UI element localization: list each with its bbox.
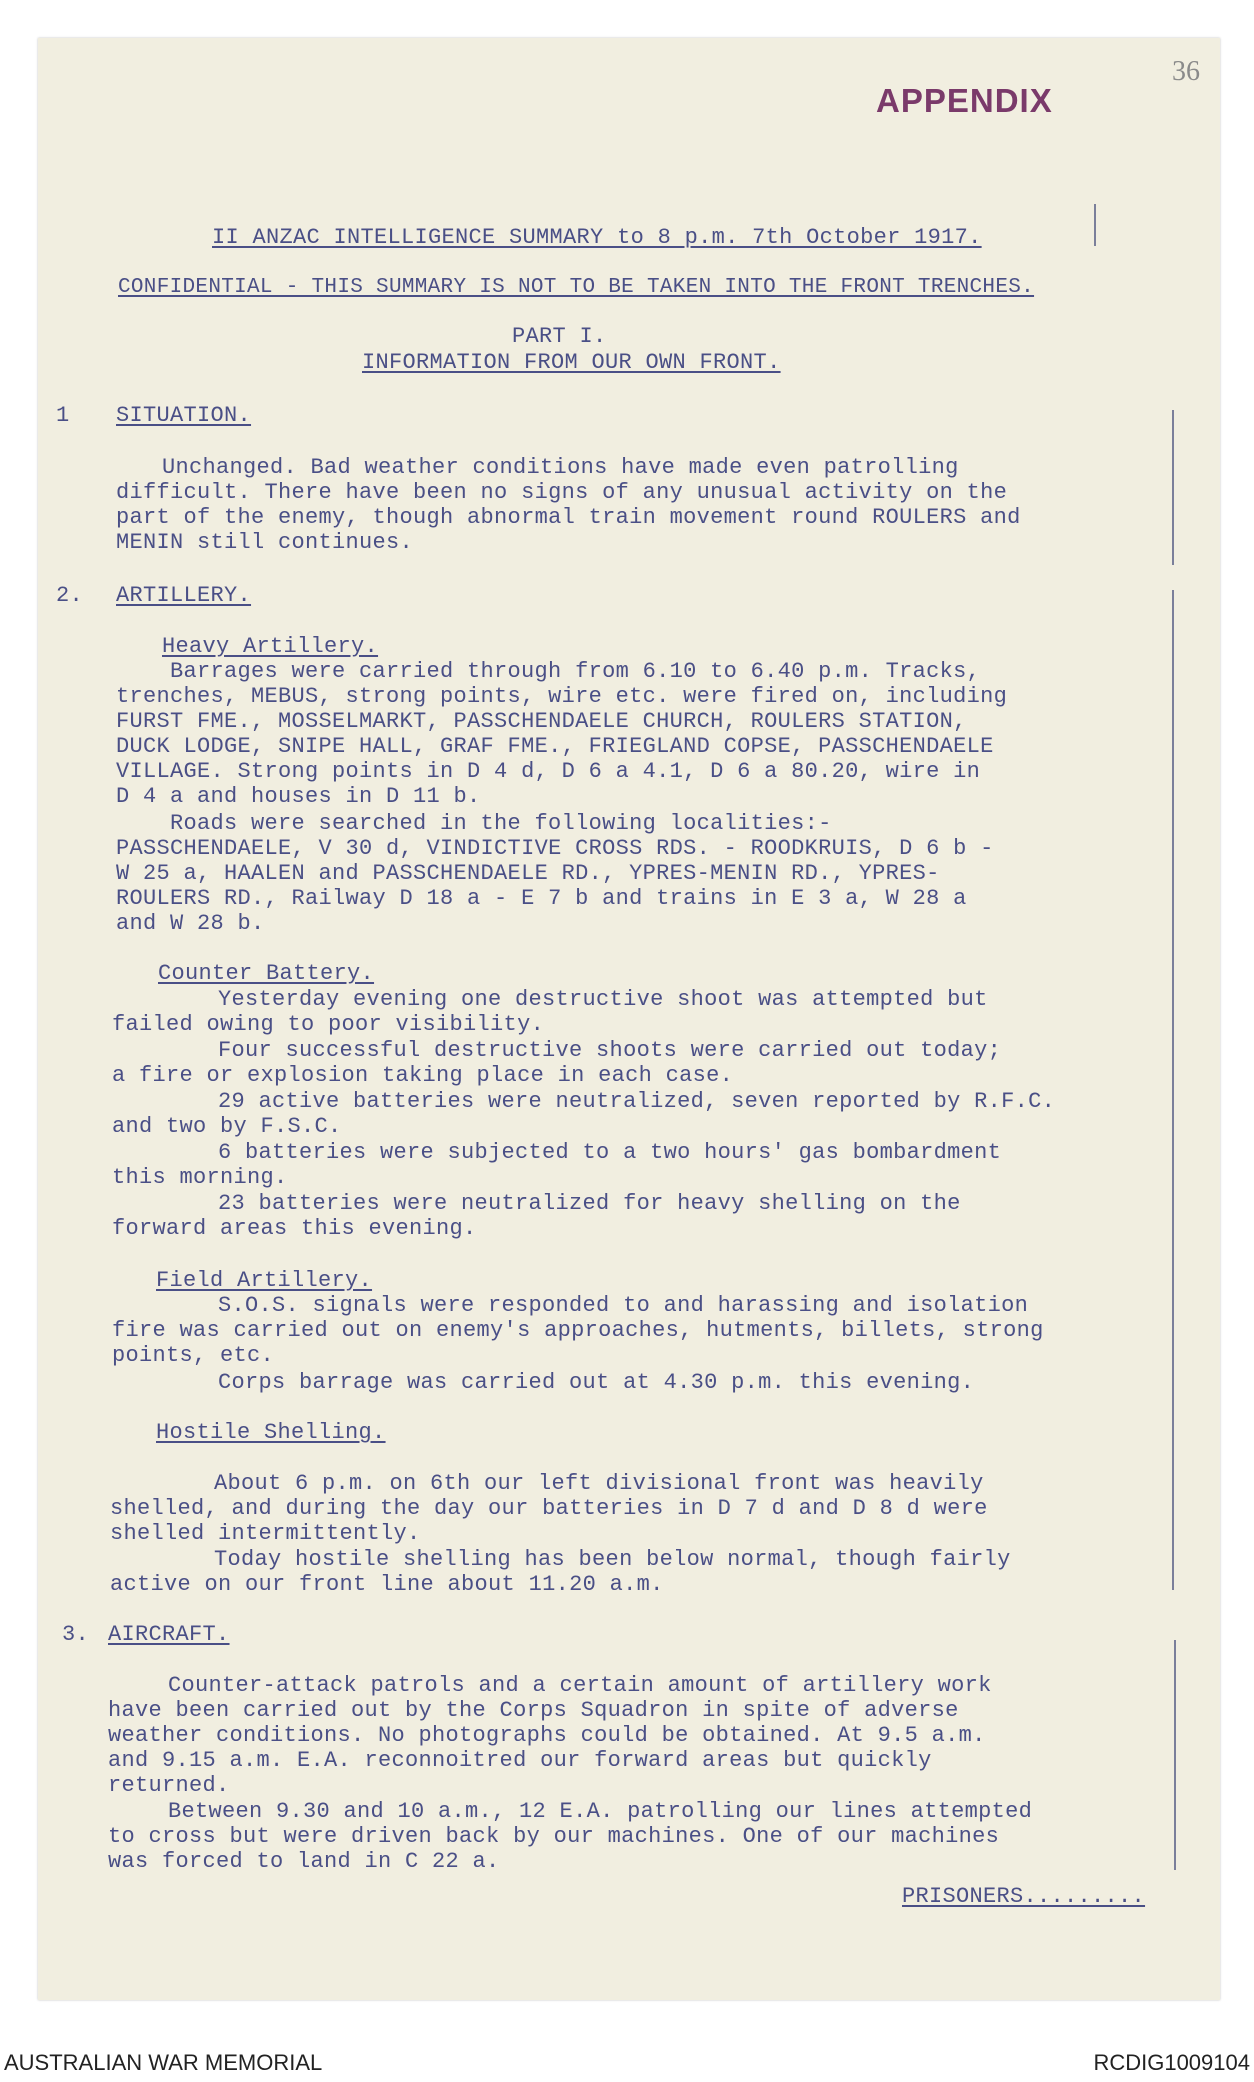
counter-line-6: and two by F.S.C. — [112, 1114, 342, 1139]
hostile-line-3: shelled intermittently. — [110, 1521, 421, 1546]
part-heading: INFORMATION FROM OUR OWN FRONT. — [362, 350, 781, 375]
field-artillery-heading: Field Artillery. — [156, 1268, 373, 1293]
counter-line-8: this morning. — [112, 1165, 288, 1190]
summary-title: II ANZAC INTELLIGENCE SUMMARY to 8 p.m. 7th October 1917. — [212, 225, 982, 250]
heavy-line-10: ROULERS RD., Railway D 18 a - E 7 b and trains in E 3 a, W 28 a — [116, 886, 967, 911]
section-1-heading: SITUATION. — [116, 403, 252, 428]
section-2-margin-mark — [1172, 590, 1174, 1590]
counter-line-9: 23 batteries were neutralized for heavy shelling on the — [218, 1191, 961, 1216]
hostile-line-4: Today hostile shelling has been below normal, though fairly — [214, 1547, 1011, 1572]
aircraft-line-5: returned. — [108, 1773, 230, 1798]
heavy-line-6: D 4 a and houses in D 11 b. — [116, 784, 481, 809]
heavy-line-2: trenches, MEBUS, strong points, wire etc. were fired on, including — [116, 684, 1008, 709]
aircraft-line-7: to cross but were driven back by our machines. One of our machines — [108, 1824, 1000, 1849]
hostile-shelling-heading: Hostile Shelling. — [156, 1420, 386, 1445]
s1-line-3: part of the enemy, though abnormal train movement round ROULERS and — [116, 505, 1021, 530]
section-2-heading: ARTILLERY. — [116, 583, 252, 608]
counter-line-5: 29 active batteries were neutralized, seven reported by R.F.C. — [218, 1089, 1056, 1114]
section-3-number: 3. — [62, 1622, 90, 1647]
section-3-margin-mark — [1174, 1640, 1176, 1870]
aircraft-line-6: Between 9.30 and 10 a.m., 12 E.A. patrolling our lines attempted — [168, 1799, 1033, 1824]
section-3-heading: AIRCRAFT. — [108, 1622, 230, 1647]
field-line-2: fire was carried out on enemy's approaches, hutments, billets, strong — [112, 1318, 1044, 1343]
aircraft-line-8: was forced to land in C 22 a. — [108, 1849, 500, 1874]
aircraft-line-3: weather conditions. No photographs could be obtained. At 9.5 a.m. — [108, 1723, 986, 1748]
field-line-4: Corps barrage was carried out at 4.30 p.m. this evening. — [218, 1370, 975, 1395]
hostile-line-1: About 6 p.m. on 6th our left divisional front was heavily — [214, 1471, 984, 1496]
heavy-line-9: W 25 a, HAALEN and PASSCHENDAELE RD., YPRES-MENIN RD., YPRES- — [116, 861, 940, 886]
counter-line-2: failed owing to poor visibility. — [112, 1012, 545, 1037]
counter-battery-heading: Counter Battery. — [158, 961, 375, 986]
catchword: PRISONERS......... — [902, 1884, 1146, 1909]
counter-line-1: Yesterday evening one destructive shoot was attempted but — [218, 987, 988, 1012]
counter-line-4: a fire or explosion taking place in each case. — [112, 1063, 734, 1088]
counter-line-7: 6 batteries were subjected to a two hours' gas bombardment — [218, 1140, 1002, 1165]
aircraft-line-1: Counter-attack patrols and a certain amount of artillery work — [168, 1673, 992, 1698]
field-line-3: points, etc. — [112, 1343, 275, 1368]
heavy-line-5: VILLAGE. Strong points in D 4 d, D 6 a 4.1, D 6 a 80.20, wire in — [116, 759, 981, 784]
appendix-stamp: APPENDIX — [876, 82, 1053, 119]
section-2-number: 2. — [56, 583, 84, 608]
heavy-line-7: Roads were searched in the following localities:- — [170, 811, 832, 836]
s1-line-1: Unchanged. Bad weather conditions have made even patrolling — [162, 455, 959, 480]
part-label: PART I. — [512, 324, 607, 349]
counter-line-3: Four successful destructive shoots were carried out today; — [218, 1038, 1002, 1063]
folio-number: 36 — [1172, 56, 1200, 87]
hostile-line-2: shelled, and during the day our batteries in D 7 d and D 8 d were — [110, 1496, 988, 1521]
heavy-artillery-heading: Heavy Artillery. — [162, 634, 379, 659]
footer-record-id: RCDIG1009104 — [1093, 2050, 1250, 2075]
heavy-line-3: FURST FME., MOSSELMARKT, PASSCHENDAELE CHURCH, ROULERS STATION, — [116, 709, 967, 734]
title-margin-mark — [1094, 204, 1096, 246]
counter-line-10: forward areas this evening. — [112, 1216, 477, 1241]
aircraft-line-2: have been carried out by the Corps Squadron in spite of adverse — [108, 1698, 959, 1723]
s1-line-2: difficult. There have been no signs of any unusual activity on the — [116, 480, 1008, 505]
hostile-line-5: active on our front line about 11.20 a.m. — [110, 1572, 664, 1597]
aircraft-line-4: and 9.15 a.m. E.A. reconnoitred our forward areas but quickly — [108, 1748, 932, 1773]
confidential-notice: CONFIDENTIAL - THIS SUMMARY IS NOT TO BE TAKEN INTO THE FRONT TRENCHES. — [118, 276, 1035, 299]
heavy-line-8: PASSCHENDAELE, V 30 d, VINDICTIVE CROSS RDS. - ROODKRUIS, D 6 b - — [116, 836, 994, 861]
s1-line-4: MENIN still continues. — [116, 530, 414, 555]
field-line-1: S.O.S. signals were responded to and harassing and isolation — [218, 1293, 1029, 1318]
section-1-number: 1 — [56, 403, 70, 428]
footer-institution: AUSTRALIAN WAR MEMORIAL — [4, 2050, 323, 2075]
section-1-margin-mark — [1172, 410, 1174, 565]
heavy-line-4: DUCK LODGE, SNIPE HALL, GRAF FME., FRIEGLAND COPSE, PASSCHENDAELE — [116, 734, 994, 759]
heavy-line-11: and W 28 b. — [116, 911, 265, 936]
heavy-line-1: Barrages were carried through from 6.10 to 6.40 p.m. Tracks, — [170, 659, 981, 684]
